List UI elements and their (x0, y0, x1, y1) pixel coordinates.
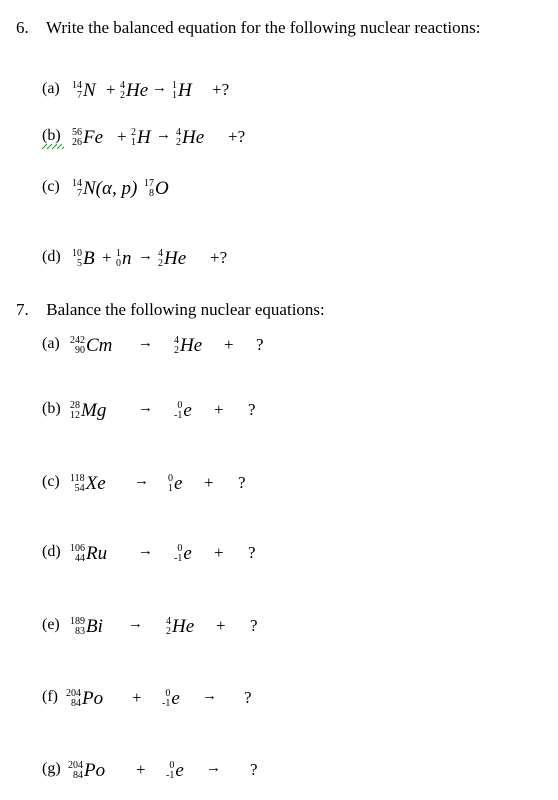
arrow: → (138, 543, 153, 559)
mass-number: 118 (70, 473, 85, 484)
question-text: Write the balanced equation for the following nuclear reactions: (45, 18, 481, 37)
mass-number: 204 (66, 688, 81, 699)
operator: + (132, 688, 142, 707)
element-symbol: Ru (86, 543, 108, 564)
atomic-number: 2 (174, 345, 179, 356)
mass-number: 0 (177, 543, 183, 554)
operator: + (204, 473, 214, 492)
part-label: (b) (42, 400, 61, 417)
operator: + (106, 80, 116, 99)
element-symbol: e (183, 400, 192, 421)
nuclide (174, 335, 202, 357)
part-label: (b) (42, 127, 61, 144)
mass-number: 4 (166, 616, 171, 627)
nuclide (158, 248, 186, 270)
operator: + (224, 335, 234, 354)
element-symbol: e (183, 543, 192, 564)
arrow: → (206, 760, 221, 776)
mass-number: 0 (177, 400, 183, 411)
atomic-number: 1 (172, 90, 177, 101)
atomic-number: 7 (77, 90, 82, 101)
arrow: → (134, 473, 149, 489)
nuclide (70, 543, 107, 565)
unknown-term: +? (228, 127, 246, 146)
atomic-number: 0 (116, 258, 121, 269)
mass-number: 242 (70, 335, 85, 346)
atomic-number: -1 (166, 770, 175, 781)
element-symbol: H (137, 127, 151, 148)
nuclide (166, 616, 194, 638)
atomic-number: 2 (120, 90, 125, 101)
nuclide (168, 473, 182, 495)
operator: + (117, 127, 127, 146)
mass-number: 0 (168, 473, 173, 484)
mass-number: 14 (72, 178, 82, 189)
element-symbol: B (83, 248, 95, 269)
unknown-term: ? (248, 543, 256, 562)
nuclide (70, 400, 106, 422)
element-symbol: Mg (81, 400, 107, 421)
atomic-number: 7 (77, 188, 82, 199)
question-text: Balance the following nuclear equations: (46, 300, 325, 319)
question-number: 7. (16, 300, 29, 319)
mass-number: 14 (72, 80, 82, 91)
element-symbol: e (171, 688, 180, 709)
element-symbol: He (182, 127, 205, 148)
nuclide (174, 400, 192, 422)
operator: + (102, 248, 112, 267)
nuclide (174, 543, 192, 565)
atomic-number: 90 (75, 345, 85, 356)
arrow: → (152, 80, 167, 96)
mass-number: 17 (144, 178, 154, 189)
atomic-number: 54 (74, 483, 85, 494)
unknown-term: ? (244, 688, 252, 707)
nuclide (131, 127, 151, 149)
mass-number: 4 (158, 248, 163, 259)
part-label: (a) (42, 335, 60, 352)
mass-number: 204 (68, 760, 83, 771)
arrow: → (138, 248, 153, 264)
unknown-term: +? (210, 248, 228, 267)
element-symbol: Po (82, 688, 104, 709)
mass-number: 0 (165, 688, 171, 699)
question-number: 6. (16, 18, 29, 37)
atomic-number: 2 (176, 137, 181, 148)
element-symbol: He (164, 248, 187, 269)
operator: + (136, 760, 146, 779)
element-symbol: Bi (86, 616, 103, 637)
atomic-number: 44 (75, 553, 85, 564)
atomic-number: 1 (168, 483, 173, 494)
atomic-number: -1 (174, 410, 183, 421)
element-symbol: e (175, 760, 184, 781)
element-symbol: Xe (85, 473, 106, 494)
atomic-number: -1 (174, 553, 183, 564)
atomic-number: 12 (70, 410, 80, 421)
mass-number: 56 (72, 127, 82, 138)
part-label: (e) (42, 616, 60, 633)
element-symbol: Cm (86, 335, 113, 356)
mass-number: 189 (70, 616, 85, 627)
part-label: (g) (42, 760, 61, 777)
arrow: → (156, 127, 171, 143)
atomic-number: 83 (75, 626, 85, 637)
mass-number: 106 (70, 543, 85, 554)
part-label: (f) (42, 688, 58, 705)
unknown-term: ? (256, 335, 264, 354)
nuclide (66, 688, 103, 710)
element-symbol: He (172, 616, 195, 637)
element-symbol: n (122, 248, 132, 269)
element-symbol: O (155, 178, 169, 199)
unknown-term: ? (250, 616, 258, 635)
mass-number: 4 (176, 127, 181, 138)
operator: + (216, 616, 226, 635)
nuclide (176, 127, 204, 149)
atomic-number: 26 (72, 137, 82, 148)
atomic-number: 84 (73, 770, 83, 781)
question-6-heading (16, 18, 480, 38)
atomic-number: 8 (149, 188, 154, 199)
question-7-heading (16, 300, 325, 320)
nuclide (72, 178, 137, 200)
nuclide (172, 80, 192, 102)
element-symbol: He (180, 335, 203, 356)
operator: + (214, 543, 224, 562)
nuclide (162, 688, 180, 710)
mass-number: 2 (131, 127, 136, 138)
mass-number: 28 (70, 400, 80, 411)
element-symbol: N (83, 80, 96, 101)
arrow: → (128, 616, 143, 632)
unknown-term: ? (250, 760, 258, 779)
atomic-number: 2 (166, 626, 171, 637)
mass-number: 1 (116, 248, 121, 259)
arrow: → (138, 335, 153, 351)
atomic-number: 84 (71, 698, 81, 709)
arrow: → (202, 688, 217, 704)
element-symbol: e (174, 473, 183, 494)
nuclide (72, 80, 96, 102)
nuclide (70, 616, 103, 638)
arrow: → (138, 400, 153, 416)
atomic-number: 1 (131, 137, 136, 148)
nuclide (120, 80, 148, 102)
part-label: (c) (42, 473, 60, 490)
element-symbol: Fe (83, 127, 104, 148)
operator: + (214, 400, 224, 419)
element-symbol: Po (84, 760, 106, 781)
part-label: (a) (42, 80, 60, 97)
element-symbol: He (126, 80, 149, 101)
mass-number: 10 (72, 248, 82, 259)
nuclide (68, 760, 105, 782)
unknown-term: ? (248, 400, 256, 419)
atomic-number: -1 (162, 698, 171, 709)
atomic-number: 2 (158, 258, 163, 269)
part-label: (c) (42, 178, 60, 195)
unknown-term: +? (212, 80, 230, 99)
nuclide (116, 248, 132, 270)
part-label: (d) (42, 543, 61, 560)
nuclide (144, 178, 169, 200)
mass-number: 4 (174, 335, 179, 346)
atomic-number: 5 (77, 258, 82, 269)
nuclide (72, 127, 103, 149)
nuclide (70, 473, 106, 495)
unknown-term: ? (238, 473, 246, 492)
nuclide (166, 760, 184, 782)
element-symbol: H (178, 80, 192, 101)
element-symbol: N(α, p) (83, 178, 138, 199)
part-label: (d) (42, 248, 61, 265)
mass-number: 4 (120, 80, 125, 91)
nuclide (72, 248, 95, 270)
mass-number: 1 (172, 80, 177, 91)
nuclide (70, 335, 112, 357)
mass-number: 0 (169, 760, 175, 771)
